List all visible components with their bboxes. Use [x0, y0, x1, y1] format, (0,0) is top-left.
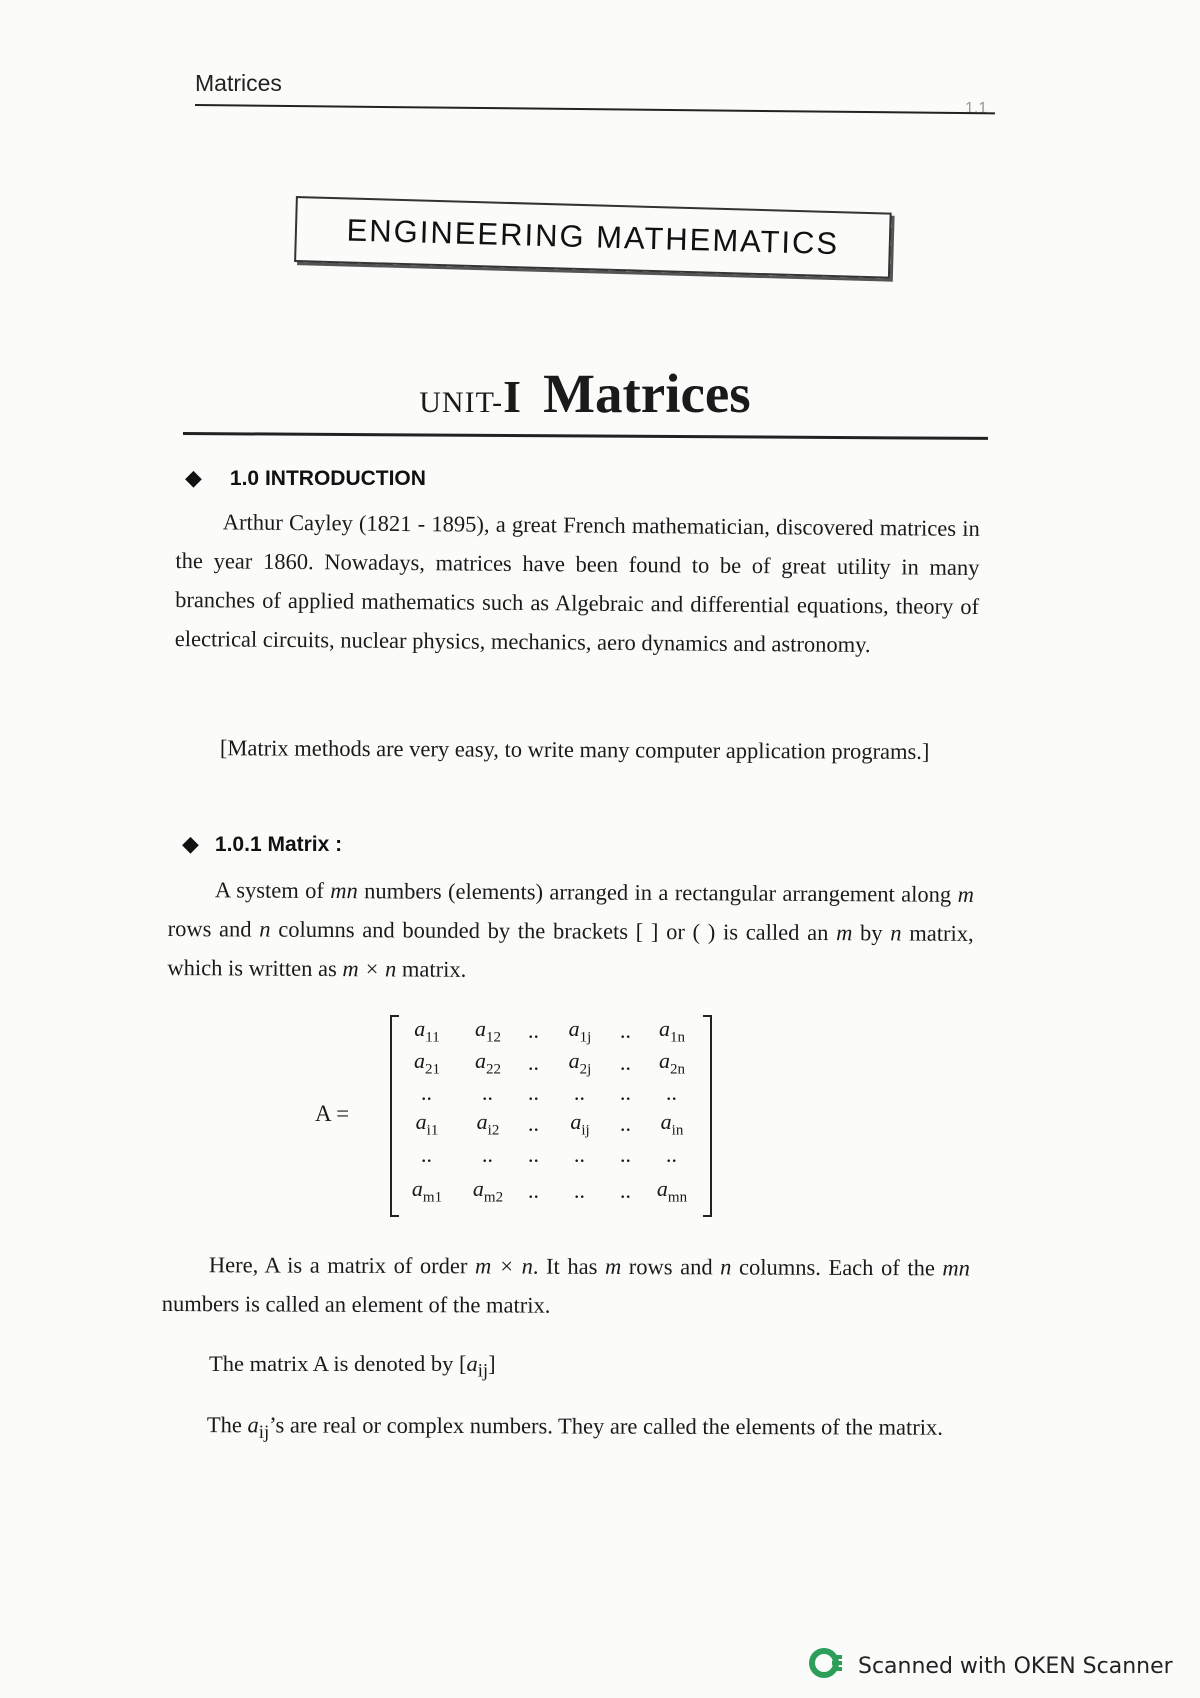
diamond-bullet-icon: ◆ — [185, 465, 202, 490]
running-header: Matrices — [195, 70, 282, 96]
text-run: matrix. — [396, 956, 467, 982]
text-run: rows and — [167, 915, 260, 942]
matrix-element: $a_{2n}$ — [659, 1047, 685, 1078]
section-heading-intro-text: 1.0 INTRODUCTION — [229, 467, 426, 490]
text-run: ’s are real or complex numbers. They are called the elements of the matrix. — [269, 1412, 943, 1440]
matrix-element: $a_{21}$ — [414, 1047, 440, 1078]
intro-paragraph: Arthur Cayley (1821 - 1895), a great French mathematician, discovered matrices in the year 1860. Nowadays, matrices have been found to be of great utility in many branches of applied mathematics such as Algebraic and differential equations, theory of electrical circuits, nuclear physics, mechanics, aero dynamics and astronomy. — [174, 509, 980, 658]
right-bracket — [703, 1015, 712, 1217]
matrix-element: $a_{11}$ — [414, 1015, 440, 1046]
text-run: by — [852, 920, 891, 946]
matrix-elements-paragraph — [160, 1405, 970, 1454]
matrix-element: .. — [574, 1178, 586, 1203]
text-run: columns and bounded by the brackets [ ] or ( ) is called an — [270, 916, 837, 946]
matrix-element: .. — [528, 1111, 540, 1136]
diamond-bullet-icon: ◆ — [182, 831, 199, 856]
text-run: The matrix A is denoted by [ — [209, 1351, 467, 1376]
text-run: . It has — [532, 1253, 606, 1279]
page-number: 1.1 — [965, 100, 988, 117]
matrix-element: $a_{ij}$ — [570, 1108, 590, 1139]
math-var: n — [259, 916, 271, 942]
matrix-element: .. — [528, 1178, 540, 1203]
matrix-element: $a_{m1}$ — [411, 1175, 443, 1206]
scanner-watermark — [808, 1645, 1173, 1687]
text-run: The — [206, 1412, 248, 1438]
matrix-element: .. — [574, 1142, 586, 1167]
matrix-element: .. — [528, 1018, 540, 1043]
matrix-element: .. — [528, 1080, 540, 1105]
subscript: ij — [477, 1360, 489, 1382]
unit-numeral: I — [503, 371, 522, 422]
matrix-element: $a_{in}$ — [660, 1108, 684, 1139]
math-var: n — [720, 1254, 732, 1280]
book-title: ENGINEERING MATHEMATICS — [346, 212, 840, 262]
section-heading-matrix — [182, 831, 342, 857]
matrix-element: .. — [482, 1080, 494, 1105]
matrix-element: $a_{1n}$ — [659, 1015, 685, 1046]
math-var: mn — [330, 877, 358, 904]
section-heading-matrix-text: 1.0.1 Matrix : — [214, 833, 343, 856]
unit-rule — [183, 432, 988, 440]
math-var: m × n — [474, 1253, 533, 1279]
matrix-order-paragraph — [162, 1245, 970, 1327]
intro-note-paragraph: [Matrix methods are very easy, to write many computer application programs.] — [219, 735, 930, 764]
unit-title: Matrices — [543, 363, 751, 424]
text-run: columns. Each of the — [731, 1254, 943, 1281]
matrix-element: .. — [666, 1142, 678, 1167]
oken-scanner-logo-icon — [808, 1645, 844, 1687]
text-run: ] — [488, 1351, 496, 1376]
scanner-watermark-text: Scanned with OKEN Scanner — [858, 1653, 1173, 1679]
book-title-box — [294, 196, 892, 279]
math-var: m × n — [342, 956, 397, 982]
matrix-element: .. — [574, 1080, 586, 1105]
matrix-element: $a_{mn}$ — [656, 1175, 688, 1206]
matrix-element: .. — [482, 1142, 494, 1167]
subscript: ij — [258, 1421, 270, 1443]
matrix-element: .. — [620, 1142, 632, 1167]
unit-word: UNIT- — [419, 386, 504, 419]
math-var: mn — [942, 1255, 970, 1281]
matrix-element: $a_{22}$ — [475, 1047, 501, 1078]
text-run: rows and — [621, 1254, 721, 1280]
matrix-element: .. — [421, 1080, 433, 1105]
text-run: numbers is called an element of the matrix. — [161, 1290, 551, 1318]
math-var: m — [836, 920, 853, 946]
matrix-element: .. — [528, 1050, 540, 1075]
matrix-grid — [397, 1015, 703, 1213]
matrix-element: $a_{m2}$ — [472, 1175, 504, 1206]
text-run: A system of — [214, 877, 331, 903]
matrix-element: .. — [528, 1142, 540, 1167]
matrix-element: .. — [620, 1178, 632, 1203]
math-var: a — [466, 1351, 478, 1376]
matrix-element: $a_{i1}$ — [415, 1108, 439, 1139]
matrix-element: .. — [666, 1080, 678, 1105]
matrix-element: $a_{2j}$ — [568, 1047, 592, 1078]
math-var: a — [247, 1412, 259, 1438]
matrix-element: .. — [620, 1080, 632, 1105]
unit-heading — [180, 362, 990, 425]
math-var: m — [604, 1253, 622, 1280]
matrix-element: $a_{i2}$ — [476, 1108, 500, 1139]
text-run: matrix, which is written as — [167, 920, 974, 982]
section-heading-intro — [185, 465, 426, 491]
text-run: Here, A is a matrix of order — [208, 1252, 476, 1279]
matrix-element: $a_{12}$ — [475, 1015, 501, 1046]
text-run: numbers (elements) arranged in a rectangular arrangement along — [357, 878, 958, 907]
header-rule — [195, 104, 995, 114]
math-var: m — [957, 881, 974, 907]
matrix-definition-paragraph — [167, 870, 974, 992]
matrix-element: .. — [620, 1018, 632, 1043]
matrix-element: .. — [620, 1111, 632, 1136]
matrix-element: .. — [421, 1142, 433, 1167]
math-var: n — [890, 920, 902, 946]
matrix-notation-line — [162, 1344, 970, 1391]
matrix-element: .. — [620, 1050, 632, 1075]
matrix-lhs: A = — [315, 1101, 350, 1126]
matrix-element: $a_{1j}$ — [568, 1015, 592, 1046]
